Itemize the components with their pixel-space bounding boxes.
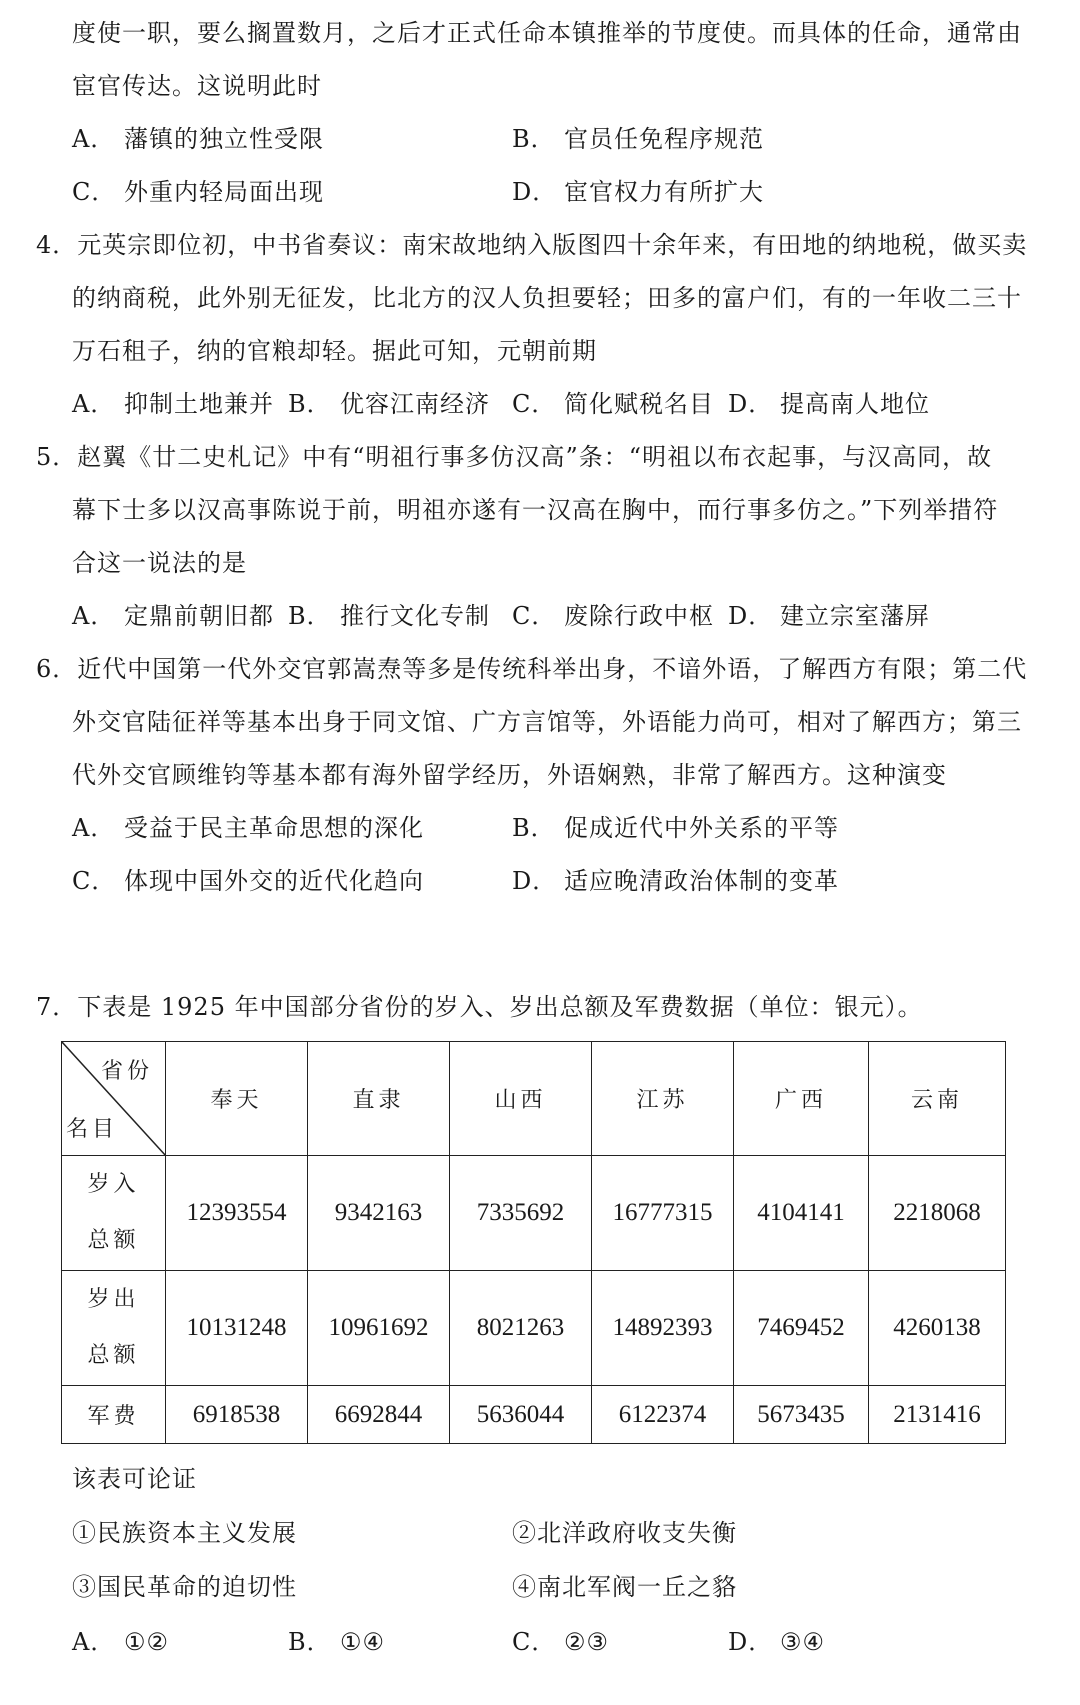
column-header: 江苏	[592, 1042, 734, 1156]
q7-option-c	[512, 1627, 609, 1657]
q6-stem-line-2: 外交官陆征祥等基本出身于同文馆、广方言馆等，外语能力尚可，相对了解西方；第三	[72, 708, 1022, 736]
row-label-line-2: 总额	[87, 1228, 140, 1253]
column-header: 直隶	[308, 1042, 450, 1156]
table-row	[62, 1386, 1006, 1444]
q4-option-d	[728, 389, 930, 419]
option-label: B．	[288, 1628, 332, 1656]
q6-option-c	[72, 866, 424, 896]
row-label-line-1: 岁出	[87, 1287, 140, 1312]
q4-stem-line-2: 的纳商税，此外别无征发，比北方的汉人负担要轻；田多的富户们，有的一年收二三十	[72, 284, 1022, 312]
option-label: A．	[72, 602, 116, 630]
q3-stem-line-1: 度使一职，要么搁置数月，之后才正式任命本镇推举的节度使。而具体的任命，通常由	[72, 19, 1022, 47]
option-label: B．	[512, 125, 556, 153]
option-label: D．	[512, 178, 558, 206]
option-text: 外重内轻局面出现	[124, 178, 324, 206]
table-cell: 2218068	[869, 1156, 1006, 1271]
table-corner-cell	[62, 1042, 166, 1156]
q6-stem-line-3: 代外交官顾维钧等基本都有海外留学经历，外语娴熟，非常了解西方。这种演变	[72, 761, 947, 789]
option-text: 推行文化专制	[340, 602, 490, 630]
q5-option-d	[728, 601, 930, 631]
table-cell: 5673435	[734, 1386, 869, 1444]
table-row	[62, 1156, 1006, 1271]
q6-option-d	[512, 866, 839, 896]
q7-item-4: ④南北军阀一丘之貉	[512, 1573, 737, 1601]
option-label: D．	[728, 1628, 774, 1656]
corner-column-label: 省份	[100, 1059, 153, 1084]
data-table	[61, 1041, 1006, 1444]
table-cell: 9342163	[308, 1156, 450, 1271]
option-text: 受益于民主革命思想的深化	[124, 814, 424, 842]
table-cell: 5636044	[450, 1386, 592, 1444]
option-text: ①②	[124, 1628, 170, 1656]
table-cell: 10131248	[166, 1271, 308, 1386]
option-label: C．	[512, 602, 557, 630]
q7-item-3: ③国民革命的迫切性	[72, 1573, 297, 1601]
option-label: A．	[72, 125, 116, 153]
table-cell: 4104141	[734, 1156, 869, 1271]
option-text: ①④	[340, 1628, 386, 1656]
q6-option-b	[512, 813, 839, 843]
column-header: 奉天	[166, 1042, 308, 1156]
corner-row-label: 名目	[66, 1117, 119, 1142]
table-cell: 14892393	[592, 1271, 734, 1386]
option-label: A．	[72, 390, 116, 418]
q3-stem-line-2: 宦官传达。这说明此时	[72, 72, 322, 100]
table-cell: 7335692	[450, 1156, 592, 1271]
option-text: 适应晚清政治体制的变革	[564, 867, 839, 895]
option-text: 抑制土地兼并	[124, 390, 274, 418]
q5-stem-line-2: 幕下士多以汉高事陈说于前，明祖亦遂有一汉高在胸中，而行事多仿之。”下列举措符	[72, 496, 999, 524]
table-cell: 10961692	[308, 1271, 450, 1386]
q4-stem-line-1: 4．元英宗即位初，中书省奏议：南宋故地纳入版图四十余年来，有田地的纳地税，做买卖	[36, 231, 1028, 259]
q3-option-a	[72, 124, 324, 154]
q3-option-d	[512, 177, 764, 207]
option-text: 宦官权力有所扩大	[564, 178, 764, 206]
table-cell: 16777315	[592, 1156, 734, 1271]
table-cell: 8021263	[450, 1271, 592, 1386]
table-cell: 6692844	[308, 1386, 450, 1444]
table-header-row	[62, 1042, 1006, 1156]
q6-stem-line-1: 6．近代中国第一代外交官郭嵩焘等多是传统科举出身，不谙外语，了解西方有限；第二代	[36, 655, 1028, 683]
column-header: 广西	[734, 1042, 869, 1156]
row-label-line-2: 总额	[87, 1343, 140, 1368]
q7-option-a	[72, 1627, 169, 1657]
column-header: 云南	[869, 1042, 1006, 1156]
option-text: 官员任免程序规范	[564, 125, 764, 153]
table-cell: 12393554	[166, 1156, 308, 1271]
option-label: B．	[288, 390, 332, 418]
q4-option-c	[512, 389, 714, 419]
q5-option-b	[288, 601, 490, 631]
q3-option-b	[512, 124, 764, 154]
option-text: 定鼎前朝旧都	[124, 602, 274, 630]
table-cell: 7469452	[734, 1271, 869, 1386]
option-text: ②③	[564, 1628, 610, 1656]
q7-option-d	[728, 1627, 825, 1657]
option-label: D．	[728, 390, 774, 418]
option-label: C．	[512, 1628, 557, 1656]
option-label: C．	[72, 867, 117, 895]
option-text: 简化赋税名目	[564, 390, 714, 418]
option-label: B．	[512, 814, 556, 842]
option-label: A．	[72, 814, 116, 842]
option-text: 优容江南经济	[340, 390, 490, 418]
row-label: 军费	[62, 1386, 166, 1444]
q4-option-b	[288, 389, 490, 419]
q5-stem-line-3: 合这一说法的是	[72, 549, 247, 577]
q7-stem: 7．下表是 1925 年中国部分省份的岁入、岁出总额及军费数据（单位：银元）。	[36, 993, 923, 1021]
table-cell: 6122374	[592, 1386, 734, 1444]
option-text: ③④	[780, 1628, 826, 1656]
table-cell: 6918538	[166, 1386, 308, 1444]
q4-option-a	[72, 389, 274, 419]
q3-option-c	[72, 177, 324, 207]
row-label	[62, 1156, 166, 1271]
option-label: A．	[72, 1628, 116, 1656]
q5-option-c	[512, 601, 714, 631]
row-label-line-1: 岁入	[87, 1172, 140, 1197]
option-label: B．	[288, 602, 332, 630]
option-text: 提高南人地位	[780, 390, 930, 418]
table-row	[62, 1271, 1006, 1386]
option-text: 废除行政中枢	[564, 602, 714, 630]
option-label: C．	[512, 390, 557, 418]
q7-item-2: ②北洋政府收支失衡	[512, 1519, 737, 1547]
row-label	[62, 1271, 166, 1386]
option-text: 建立宗室藩屏	[780, 602, 930, 630]
table-cell: 4260138	[869, 1271, 1006, 1386]
q4-stem-line-3: 万石租子，纳的官粮却轻。据此可知，元朝前期	[72, 337, 597, 365]
q7-prompt: 该表可论证	[72, 1465, 197, 1493]
option-label: C．	[72, 178, 117, 206]
option-text: 促成近代中外关系的平等	[564, 814, 839, 842]
table-cell: 2131416	[869, 1386, 1006, 1444]
q6-option-a	[72, 813, 424, 843]
q5-stem-line-1: 5．赵翼《廿二史札记》中有“明祖行事多仿汉高”条：“明祖以布衣起事，与汉高同，故	[36, 443, 993, 471]
q7-option-b	[288, 1627, 385, 1657]
q7-item-1: ①民族资本主义发展	[72, 1519, 297, 1547]
column-header: 山西	[450, 1042, 592, 1156]
q5-option-a	[72, 601, 274, 631]
option-label: D．	[512, 867, 558, 895]
option-text: 体现中国外交的近代化趋向	[124, 867, 424, 895]
option-label: D．	[728, 602, 774, 630]
option-text: 藩镇的独立性受限	[124, 125, 324, 153]
